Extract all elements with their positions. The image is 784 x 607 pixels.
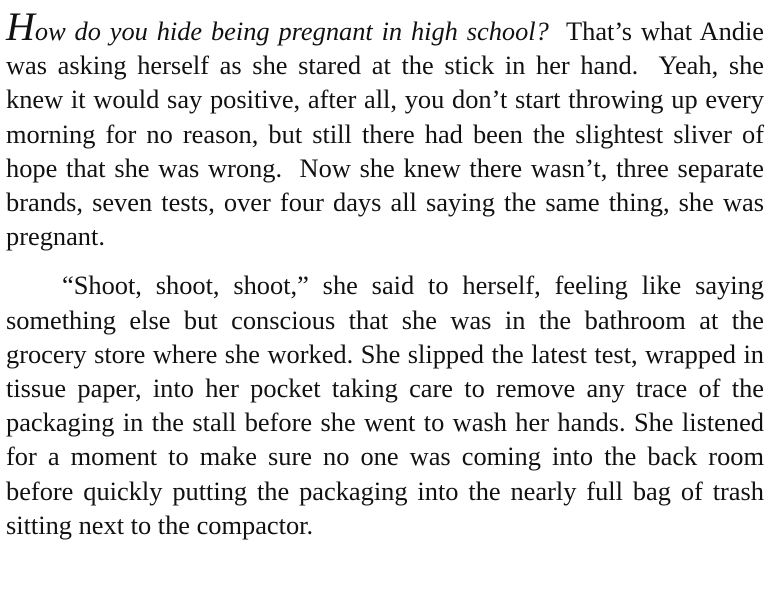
- paragraph-1: [6, 4, 771, 253]
- paragraph-2: [6, 268, 764, 542]
- paragraph-2-body: “Shoot, shoot, shoot,” she said to herself, feeling like saying something else but conscious that she was in the bathroom at the grocery store where she worked. She slipped the latest test, wrapped in tissue paper, into her pocket taking care to remove any trace of the packaging in the stall before she went to wash her hands. She listened for a moment to make sure no one was coming into the back room before quickly putting the packaging into the nearly full bag of trash sitting next to the compactor.: [6, 270, 764, 540]
- italic-opening-question: ow do you hide being pregnant in high school?: [34, 16, 549, 46]
- document-page: [6, 4, 771, 542]
- drop-cap-letter: H: [6, 4, 35, 49]
- paragraph-1-body: That’s what Andie was asking herself as she stared at the stick in her hand. Yeah, she knew it would say positive, after all, you don’t start throwing up every morning for no reason, but still there had been the slightest sliver of hope that she was wrong. Now she knew there wasn’t, three separate brands, seven tests, over four days all saying the same thing, she was pregnant.: [6, 16, 771, 252]
